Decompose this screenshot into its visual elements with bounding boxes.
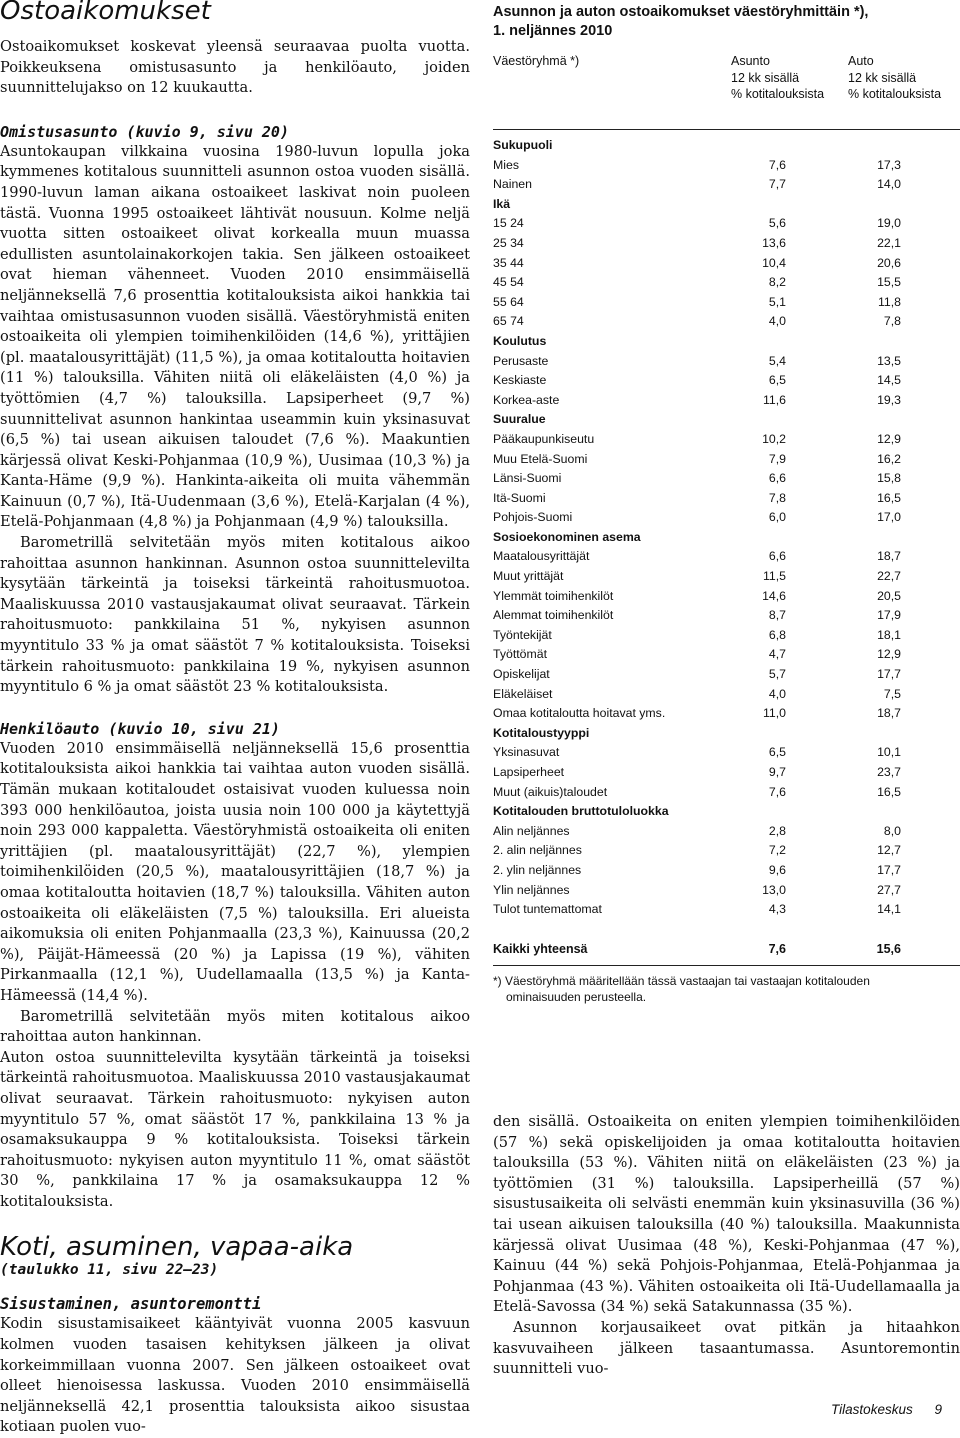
row-auto-value: 7,5 xyxy=(883,686,901,701)
table-row xyxy=(493,508,960,528)
row-label: Eläkeläiset xyxy=(493,686,553,701)
table-row xyxy=(493,645,960,665)
row-auto-value: 22,7 xyxy=(877,569,901,584)
row-auto-value: 17,7 xyxy=(877,862,901,877)
row-asunto-value: 9,7 xyxy=(768,765,786,779)
row-asunto-value: 14,6 xyxy=(762,588,786,603)
row-asunto-value: 4,0 xyxy=(768,314,786,329)
row-label: Muu Etelä-Suomi xyxy=(493,451,588,466)
row-label: 2. ylin neljännes xyxy=(493,862,582,877)
row-asunto-value: 9,6 xyxy=(768,862,786,877)
table-row xyxy=(493,254,960,274)
row-label: Omaa kotitaloutta hoitavat yms. xyxy=(493,706,666,721)
table-row xyxy=(493,391,960,411)
table-body xyxy=(493,136,960,920)
table-row xyxy=(493,430,960,450)
row-label: Pääkaupunkiseutu xyxy=(493,431,595,446)
row-auto-value: 16,2 xyxy=(877,451,901,466)
row-auto-value: 18,7 xyxy=(877,706,901,721)
table-row xyxy=(493,312,960,332)
table-total-row xyxy=(493,940,960,960)
header-auto-line-2: 12 kk sisällä xyxy=(848,70,917,85)
row-asunto-value: 7,7 xyxy=(768,177,786,192)
row-asunto-value: 4,7 xyxy=(768,647,786,662)
header-auto-line-1: Auto xyxy=(848,54,874,68)
row-auto-value: 14,0 xyxy=(877,177,901,192)
row-asunto-value: 6,0 xyxy=(768,510,786,525)
table-group-row xyxy=(493,332,960,352)
table-title-line-2: 1. neljännes 2010 xyxy=(493,23,613,39)
table-row xyxy=(493,293,960,313)
row-asunto-value: 13,6 xyxy=(762,235,786,250)
table-row xyxy=(493,234,960,254)
row-label: Korkea-aste xyxy=(493,392,560,407)
row-asunto-value: 11,0 xyxy=(762,706,786,721)
table-header xyxy=(493,53,960,123)
table-row xyxy=(493,273,960,293)
row-label: 65 74 xyxy=(493,314,524,329)
row-label: Itä-Suomi xyxy=(493,490,546,505)
row-asunto-value: 7,6 xyxy=(768,157,786,172)
row-auto-value: 17,3 xyxy=(877,157,901,172)
table-row xyxy=(493,156,960,176)
right-paragraph-1: den sisällä. Ostoaikeita on eniten ylempien toimihenkilöiden (57 %) sekä opiskelijoiden ja omaa kotitaloutta hoitavien talouksilla (53 %). Vähiten niitä on eläkeläisten (23 %) ja työttömien (31 %) talouksilla. Lapsiperheillä (57 %) sisustusaikeita oli selvästi enemmän kuin yksinasuvilla (36 %) tai usean aikuisen talouksilla (40 %) talouksilla. Maakunnista kärjessä olivat Uusimaa (48 %), Keski-Pohjanmaa (47 %), Kainuu (44 %) sekä Pohjois-Pohjanmaa, Etelä-Pohjanmaa ja Pohjanmaa (43 %). Vähiten ostoaikeita oli Itä-Uudellamaalla ja Etelä-Savossa (34 %) sekä Satakunnassa (35 %). xyxy=(493,1113,960,1316)
row-asunto-value: 5,4 xyxy=(768,353,786,368)
row-asunto-value: 11,5 xyxy=(762,569,786,584)
row-auto-value: 27,7 xyxy=(877,882,901,897)
table-row xyxy=(493,469,960,489)
row-asunto-value: 11,6 xyxy=(762,392,786,407)
table-row xyxy=(493,900,960,920)
footnote-line-2: ominaisuuden perusteella. xyxy=(506,990,647,1005)
table-header-rule xyxy=(493,129,960,130)
table-title-line-1: Asunnon ja auton ostoaikomukset väestöryhmittäin *), xyxy=(493,4,869,20)
row-auto-value: 12,7 xyxy=(877,843,901,858)
henkiloauto-paragraph-3: Auton ostoa suunnittelevilta kysytään tärkeintä ja toiseksi tärkeintä rahoitusmuotoa. Maaliskuussa 2010 vastausjakaumat olivat seuraavat. Tärkein rahoitusmuoto: nykyisen auton myyntitulo 57 %, omat säästöt 17 %, pankkilaina 13 % ja osamaksukauppa 9 % kotitalouksista. Toiseksi tärkein rahoitusmuoto: nykyisen auton myyntitulo 11 %, omat säästöt 30 %, pankkilaina 17 % ja osamaksukauppa 12 % kotitalouksista. xyxy=(0,1048,470,1210)
table-row xyxy=(493,665,960,685)
row-label: 15 24 xyxy=(493,216,524,231)
row-asunto-value: 7,2 xyxy=(768,843,786,858)
sisustaminen-heading: Sisustaminen, asuntoremontti xyxy=(0,1295,262,1314)
row-asunto-value: 7,6 xyxy=(768,784,786,799)
row-label: Tulot tuntemattomat xyxy=(493,902,602,917)
row-label: Alemmat toimihenkilöt xyxy=(493,608,614,623)
header-asunto-line-3: % kotitalouksista xyxy=(731,87,825,101)
row-label: Ylemmät toimihenkilöt xyxy=(493,588,614,603)
row-auto-value: 18,7 xyxy=(877,549,901,564)
footer-label: Tilastokeskus xyxy=(831,1402,913,1417)
row-auto-value: 14,1 xyxy=(877,902,901,917)
table-group-row xyxy=(493,195,960,215)
omistusasunto-heading: Omistusasunto (kuvio 9, sivu 20) xyxy=(0,122,289,141)
row-auto-value: 16,5 xyxy=(877,490,901,505)
row-label: Nainen xyxy=(493,177,532,192)
table-row xyxy=(493,450,960,470)
table-row xyxy=(493,841,960,861)
row-asunto-value: 5,1 xyxy=(768,294,786,309)
omistusasunto-paragraph-2: Barometrillä selvitetään myös miten kotitalous aikoo rahoittaa asunnon hankinnan. Asunnon ostoa suunnittelevilta kysytään tärkeintä ja toiseksi tärkeintä rahoitusmuotoa. Maaliskuussa 2010 vastausjakaumat olivat seuraavat. Tärkein rahoitusmuoto: pankkilaina 51 %, nykyisen asunnon myyntitulo 33 % ja omat säästöt 7 % kotitalouksista. Toiseksi tärkein rahoitusmuoto: pankkilaina 19 %, nykyisen asunnon myyntitulo 6 % ja omat säästöt 23 % kotitalouksista. xyxy=(0,534,470,696)
left-column xyxy=(0,0,470,1438)
row-auto-value: 15,8 xyxy=(877,471,901,486)
row-label: Alin neljännes xyxy=(493,823,570,838)
row-auto-value: 15,5 xyxy=(877,275,901,290)
table-row xyxy=(493,371,960,391)
table-footnote xyxy=(493,973,960,1005)
row-label: Muut (aikuis)taloudet xyxy=(493,784,608,799)
header-col-asunto xyxy=(731,53,824,103)
row-label: 35 44 xyxy=(493,255,524,270)
row-asunto-value: 5,7 xyxy=(768,667,786,682)
row-label: Kotitaloustyyppi xyxy=(493,725,590,740)
row-label: Länsi-Suomi xyxy=(493,471,562,486)
table-row xyxy=(493,763,960,783)
table-row xyxy=(493,567,960,587)
row-auto-value: 16,5 xyxy=(877,784,901,799)
row-auto-value: 20,5 xyxy=(877,588,901,603)
row-asunto-value: 6,6 xyxy=(768,471,786,486)
header-asunto-line-1: Asunto xyxy=(731,54,770,68)
table-block xyxy=(493,3,960,1005)
row-auto-value: 11,8 xyxy=(877,294,901,309)
total-auto: 15,6 xyxy=(876,941,901,956)
table-row xyxy=(493,822,960,842)
table-row xyxy=(493,881,960,901)
row-label: Sosioekonominen asema xyxy=(493,529,641,544)
table-row xyxy=(493,626,960,646)
row-label: Perusaste xyxy=(493,353,549,368)
henkiloauto-heading: Henkilöauto (kuvio 10, sivu 21) xyxy=(0,719,280,738)
row-asunto-value: 4,0 xyxy=(768,686,786,701)
row-label: Suuralue xyxy=(493,412,546,427)
row-auto-value: 19,3 xyxy=(877,392,901,407)
table-row xyxy=(493,547,960,567)
table-row xyxy=(493,489,960,509)
row-label: Kotitalouden bruttotuloluokka xyxy=(493,804,669,819)
table-bottom-rule xyxy=(493,965,960,966)
row-label: Maatalousyrittäjät xyxy=(493,549,590,564)
row-auto-value: 17,9 xyxy=(877,608,901,623)
row-label: Muut yrittäjät xyxy=(493,569,564,584)
intro-paragraph: Ostoaikomukset koskevat yleensä seuraavaa puolta vuotta. Poikkeuksena omistusasunto ja henkilöauto, joiden suunnittelujakso on 12 kuukautta. xyxy=(0,38,470,97)
row-label: 25 34 xyxy=(493,235,524,250)
row-asunto-value: 6,6 xyxy=(768,549,786,564)
table-group-row xyxy=(493,410,960,430)
table-row xyxy=(493,214,960,234)
row-auto-value: 20,6 xyxy=(877,255,901,270)
row-label: 45 54 xyxy=(493,275,524,290)
row-auto-value: 17,7 xyxy=(877,667,901,682)
row-auto-value: 23,7 xyxy=(877,765,901,779)
row-asunto-value: 13,0 xyxy=(762,882,786,897)
row-label: 55 64 xyxy=(493,294,524,309)
table-group-row xyxy=(493,724,960,744)
row-label: Työttömät xyxy=(493,647,547,662)
row-asunto-value: 6,5 xyxy=(768,373,786,388)
right-column xyxy=(493,0,960,1378)
table-row xyxy=(493,704,960,724)
table-row xyxy=(493,175,960,195)
row-label: Sukupuoli xyxy=(493,138,553,152)
page-number: 9 xyxy=(934,1402,942,1417)
row-label: 2. alin neljännes xyxy=(493,843,582,858)
row-auto-value: 10,1 xyxy=(877,745,901,760)
footnote-line-1: *) Väestöryhmä määritellään tässä vastaajan tai vastaajan kotitalouden xyxy=(493,974,870,989)
row-label: Keskiaste xyxy=(493,373,547,388)
row-label: Koulutus xyxy=(493,333,547,348)
row-asunto-value: 7,8 xyxy=(768,490,786,505)
row-auto-value: 13,5 xyxy=(877,353,901,368)
table-group-row xyxy=(493,802,960,822)
row-auto-value: 19,0 xyxy=(877,216,901,231)
row-asunto-value: 8,2 xyxy=(768,275,786,290)
right-paragraph-2: Asunnon korjausaikeet ovat pitkän ja hitaahkon kasvuvaiheen jälkeen tasaantumassa. Asuntoremontin suunnitteli vuo- xyxy=(493,1318,960,1378)
row-label: Lapsiperheet xyxy=(493,765,565,779)
row-label: Opiskelijat xyxy=(493,667,550,682)
row-asunto-value: 5,6 xyxy=(768,216,786,231)
row-auto-value: 17,0 xyxy=(877,510,901,525)
row-label: Yksinasuvat xyxy=(493,745,560,760)
table-row xyxy=(493,685,960,705)
page-footer xyxy=(831,1402,942,1417)
table-row xyxy=(493,783,960,803)
row-auto-value: 12,9 xyxy=(877,647,901,662)
section-title-koti: Koti, asuminen, vapaa-aika xyxy=(0,1232,354,1263)
table-group-row xyxy=(493,136,960,156)
row-label: Ikä xyxy=(493,196,511,211)
header-asunto-line-2: 12 kk sisällä xyxy=(731,70,800,85)
row-asunto-value: 10,4 xyxy=(762,255,786,270)
table-row xyxy=(493,587,960,607)
table-row xyxy=(493,861,960,881)
section-title-ostoaikomukset: Ostoaikomukset xyxy=(0,0,211,26)
row-auto-value: 8,0 xyxy=(883,823,901,838)
row-asunto-value: 8,7 xyxy=(768,608,786,623)
row-asunto-value: 2,8 xyxy=(768,823,786,838)
row-label: Työntekijät xyxy=(493,627,552,642)
sisustaminen-paragraph: Kodin sisustamisaikeet kääntyivät vuonna 2005 kasvuun kolmen vuoden tasaisen kehityksen jälkeen ja olivat korkeimmillaan vuonna 2007. Sen jälkeen ostoaikeet ovat olleet hienoisessa laskussa. Vuoden 2010 ensimmäisellä neljänneksellä 42,1 prosenttia talouksista aikoo sisustaa kotiaan puolen vuo- xyxy=(0,1315,470,1436)
row-label: Pohjois-Suomi xyxy=(493,510,573,525)
row-asunto-value: 10,2 xyxy=(762,431,786,446)
header-col-group: Väestöryhmä *) xyxy=(493,54,580,68)
row-auto-value: 14,5 xyxy=(877,373,901,388)
koti-subtitle: (taulukko 11, sivu 22–23) xyxy=(0,1262,219,1279)
table-row xyxy=(493,606,960,626)
header-col-auto xyxy=(848,53,941,103)
row-auto-value: 22,1 xyxy=(877,235,901,250)
header-auto-line-3: % kotitalouksista xyxy=(848,87,942,101)
row-asunto-value: 6,8 xyxy=(768,627,786,642)
henkiloauto-paragraph-2: Barometrillä selvitetään myös miten kotitalous aikoo rahoittaa auton hankinnan. xyxy=(0,1007,470,1046)
henkiloauto-paragraph-1: Vuoden 2010 ensimmäisellä neljänneksellä 15,6 prosenttia kotitalouksista aikoi hankkia tai vaihtaa auton vuoden sisällä. Tämän mukaan kotitaloudet ostaisivat vuoden kuluessa noin 393 000 henkilöautoa, joista uusia noin 100 000 ja käytettyjä noin 293 000 kappaletta. Väestöryhmistä ostoaikeita oli eniten yrittäjien (pl. maatalousyrittäjät) (22,7 %), ylempien toimihenkilöiden (20,5 %), maatalousyrittäjien (18,7 %) ja omaa kotitaloutta hoitavien (18,7 %) talouksilla. Vähiten auton ostoaikeita oli eläkeläisten (7,5 %) talouksilla. Eri alueista aikomuksia oli eniten Pohjanmaalla (23,3 %), Kainuussa (20,2 %), Päijät-Hämeessä (20 %) ja Lapissa (19 %), vähiten Pirkanmaalla (12,1 %), Uudellamaalla (13,5 %) ja Kanta-Hämeessä (14,4 %). xyxy=(0,739,470,1004)
row-asunto-value: 4,3 xyxy=(768,902,786,917)
row-auto-value: 12,9 xyxy=(877,431,901,446)
row-auto-value: 18,1 xyxy=(877,627,901,642)
table-row xyxy=(493,743,960,763)
total-label: Kaikki yhteensä xyxy=(493,941,588,956)
table-row xyxy=(493,352,960,372)
row-auto-value: 7,8 xyxy=(883,314,901,329)
omistusasunto-paragraph-1: Asuntokaupan vilkkaina vuosina 1980-luvun lopulla joka kymmenes kotitalous suunnitteli asunnon ostoa vuoden sisällä. 1990-luvun laman aikana ostoaikeet laskivat noin puoleen tästä. Vuonna 1995 ostoaikeet lähtivät nousuun. Kolme neljä vuotta sitten ostoaikeet olivat korkealla muun muassa edullisten asuntolainakorkojen takia. Sen jälkeen ostoaikeet ovat hieman vähenneet. Vuoden 2010 ensimmäisellä neljänneksellä 7,6 prosenttia kotitalouksista aikoi hankkia tai vaihtaa omistusasunnon vuoden sisällä. Väestöryhmistä eniten ostoaikeita oli ylempien toimihenkilöiden (14,6 %), yrittäjien (pl. maatalousyrittäjät) (11,5 %), ja omaa kotitaloutta hoitavien (11 %) talouksilla. Vähiten niitä oli eläkeläisten (4,0 %) ja työttömien (4,7 %) talouksilla. Lapsiperheet (9,7 %) suunnittelivat asunnon hankintaa useammin kuin yksinasuvat (6,5 %) tai usean aikuisen taloudet (7,6 %). Maakuntien kärjessä olivat Keski-Pohjanmaa (10,9 %), Uusimaa (10,3 %) ja Kanta-Häme (9,9 %). Hankinta-aikeita oli muita vähemmän Kainuun (0,7 %), Itä-Uudenmaan (3,6 %), Etelä-Karjalan (4 %), Etelä-Pohjanmaan (4,8 %) ja Pohjanmaan (4,9 %) talouksilla. xyxy=(0,142,470,531)
row-asunto-value: 6,5 xyxy=(768,745,786,760)
row-label: Ylin neljännes xyxy=(493,882,570,897)
table-group-row xyxy=(493,528,960,548)
right-text-block xyxy=(493,1112,960,1380)
row-asunto-value: 7,9 xyxy=(768,451,786,466)
total-asunto: 7,6 xyxy=(768,941,786,956)
row-label: Mies xyxy=(493,157,519,172)
